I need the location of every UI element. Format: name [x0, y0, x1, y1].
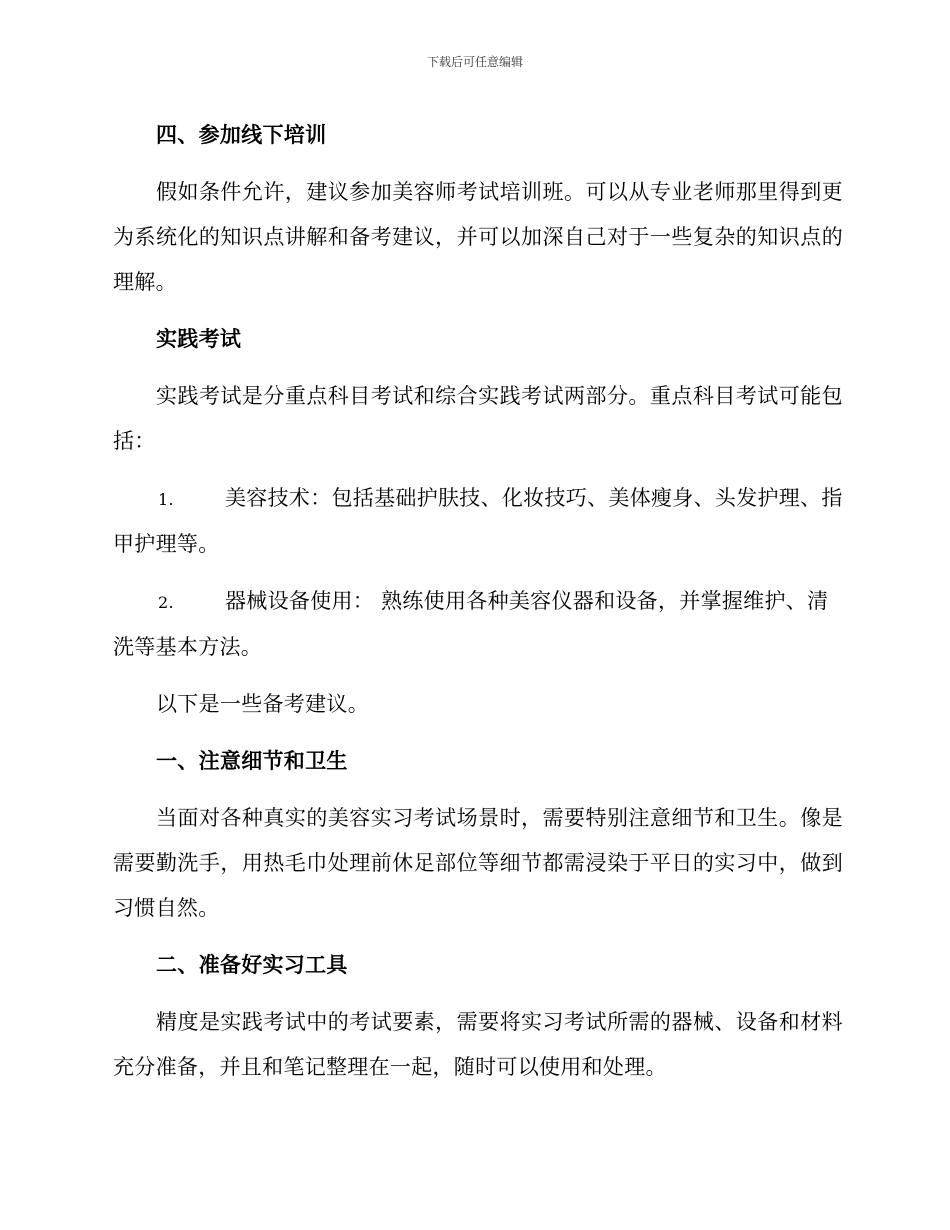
page-header: 下载后可任意编辑: [426, 55, 523, 69]
list-item-equipment-use: [113, 579, 843, 670]
paragraph-prepare-tools: 精度是实践考试中的考试要素，需要将实习考试所需的器械、设备和材料充分准备，并且和笔记整理在一起，随时可以使用和处理。: [113, 1010, 843, 1079]
section-heading-detail-hygiene: 一、注意细节和卫生: [156, 749, 348, 773]
section-heading-offline-training: 四、参加线下培训: [156, 123, 327, 147]
list-item-beauty-technique: [113, 476, 843, 567]
paragraph-detail-hygiene: 当面对各种真实的美容实习考试场景时，需要特别注意细节和卫生。像是需要勤洗手，用热毛巾处理前休足部位等细节都需浸染于平日的实习中，做到习惯自然。: [113, 806, 843, 920]
paragraph-training-advice: 假如条件允许，建议参加美容师考试培训班。可以从专业老师那里得到更为系统化的知识点讲解和备考建议，并可以加深自己对于一些复杂的知识点的理解。: [113, 180, 843, 294]
list-item-text: 器械设备使用： 熟练使用各种美容仪器和设备，并掌握维护、清洗等基本方法。: [113, 589, 829, 659]
list-number: 1.: [158, 490, 174, 509]
paragraph-tips-intro: 以下是一些备考建议。: [156, 692, 369, 716]
section-heading-practical-exam: 实践考试: [156, 327, 242, 351]
document-body: [113, 113, 843, 1102]
list-number: 2.: [158, 593, 174, 612]
list-item-text: 美容技术：包括基础护肤技、化妆技巧、美体瘦身、头发护理、指甲护理等。: [113, 486, 843, 556]
paragraph-practical-exam-intro: 实践考试是分重点科目考试和综合实践考试两部分。重点科目考试可能包括：: [113, 384, 843, 453]
section-heading-prepare-tools: 二、准备好实习工具: [156, 953, 348, 977]
